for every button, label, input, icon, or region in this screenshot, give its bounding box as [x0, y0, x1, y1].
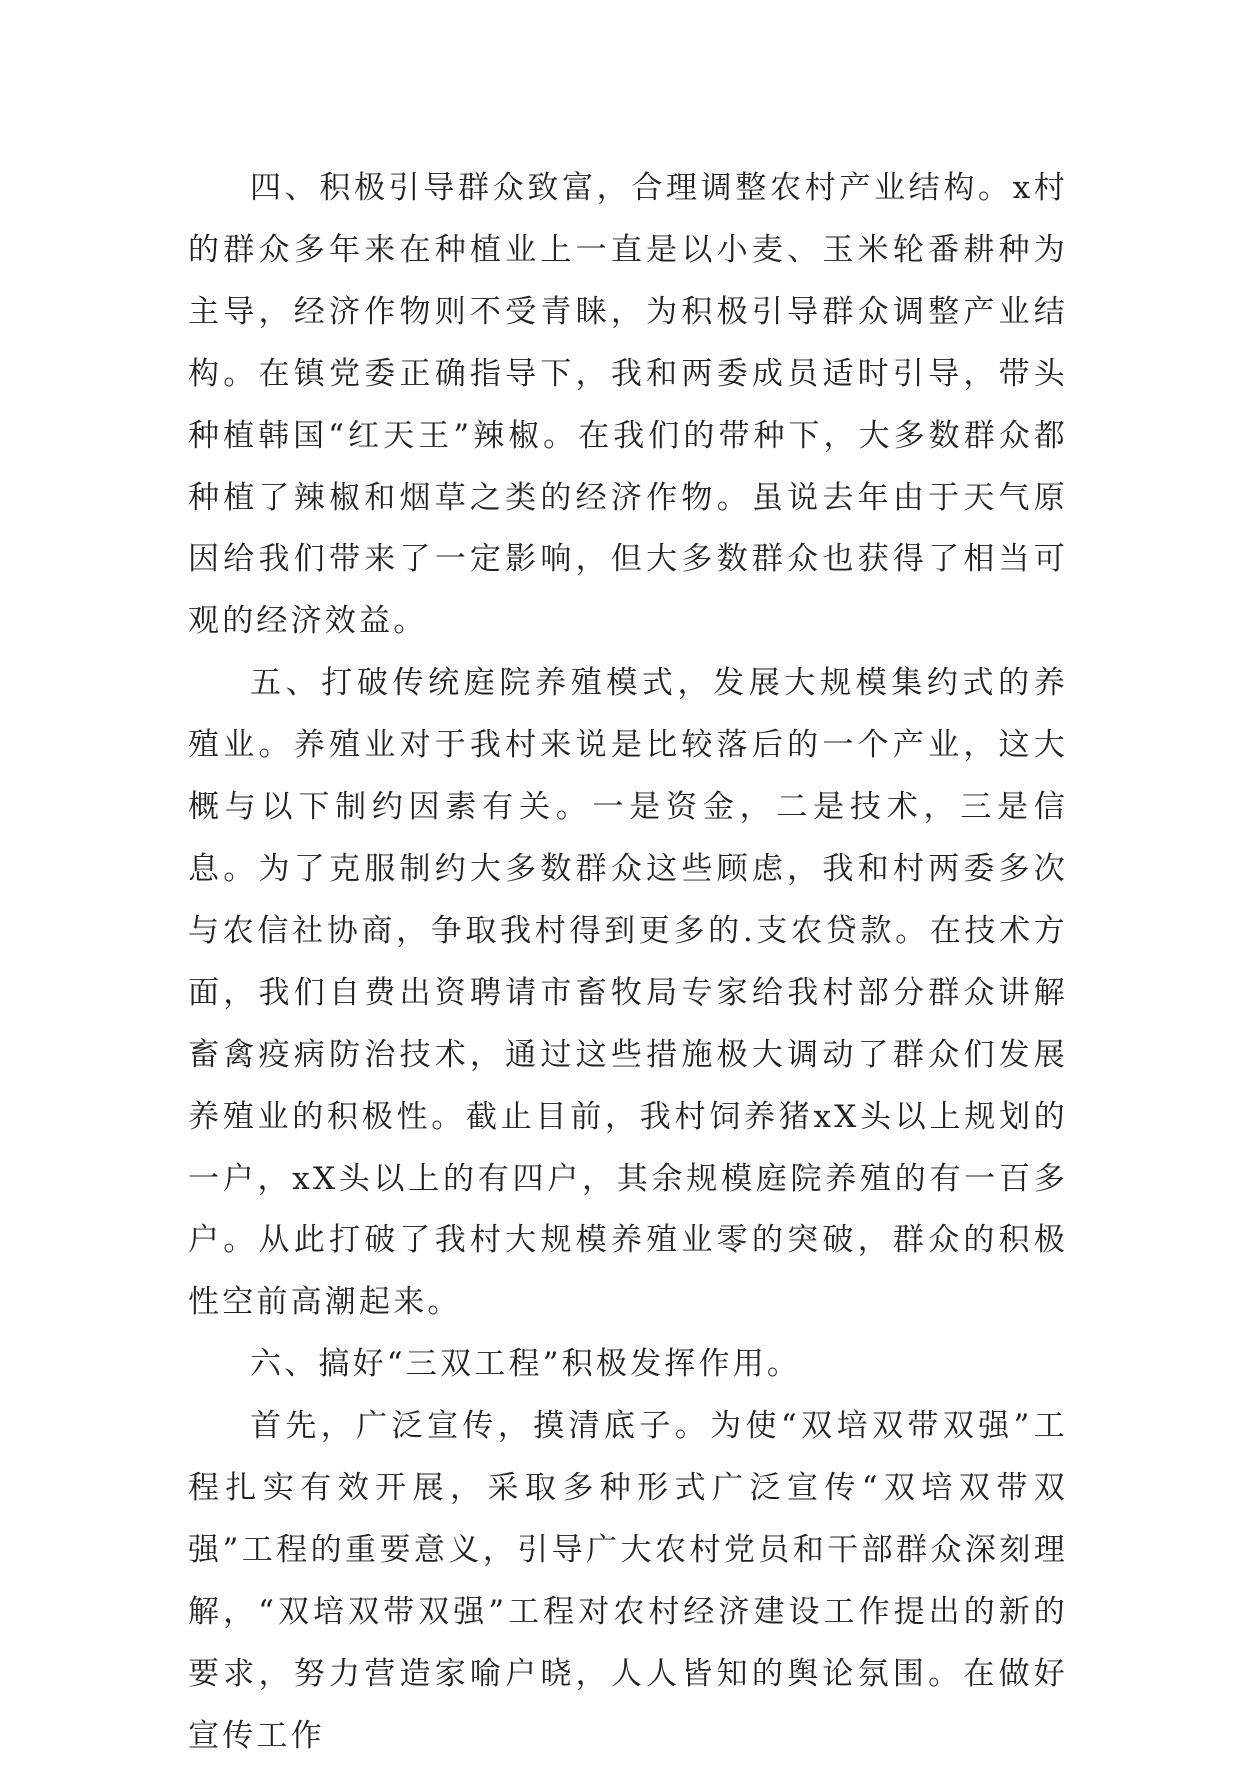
document-body: [188, 158, 1068, 1768]
paragraph-section-four: 四、积极引导群众致富，合理调整农村产业结构。x村的群众多年来在种植业上一直是以小麦、玉米轮番耕种为主导，经济作物则不受青睐，为积极引导群众调整产业结构。在镇党委正确指导下，我和两委成员适时引导，带头种植韩国“红天王”辣椒。在我们的带种下，大多数群众都种植了辣椒和烟草之类的经济作物。虽说去年由于天气原因给我们带来了一定影响，但大多数群众也获得了相当可观的经济效益。: [188, 170, 1068, 640]
paragraph-section-five: 五、打破传统庭院养殖模式，发展大规模集约式的养殖业。养殖业对于我村来说是比较落后的一个产业，这大概与以下制约因素有关。一是资金，二是技术，三是信息。为了克服制约大多数群众这些顾虑，我和村两委多次与农信社协商，争取我村得到更多的.支农贷款。在技术方面，我们自费出资聘请市畜牧局专家给我村部分群众讲解畜禽疫病防治技术，通过这些措施极大调动了群众们发展养殖业的积极性。截止目前，我村饲养猪xX头以上规划的一户，xX头以上的有四户，其余规模庭院养殖的有一百多户。从此打破了我村大规模养殖业零的突破，群众的积极性空前高潮起来。: [188, 665, 1068, 1321]
paragraph-first-publicity: 首先，广泛宣传，摸清底子。为使“双培双带双强”工程扎实有效开展，采取多种形式广泛宣传“双培双带双强”工程的重要意义，引导广大农村党员和干部群众深刻理解，“双培双带双强”工程对农村经济建设工作提出的新的要求，努力营造家喻户晓，人人皆知的舆论氛围。在做好宣传工作: [188, 1408, 1068, 1754]
paragraph-section-six-heading: 六、搞好“三双工程”积极发挥作用。: [250, 1346, 802, 1383]
